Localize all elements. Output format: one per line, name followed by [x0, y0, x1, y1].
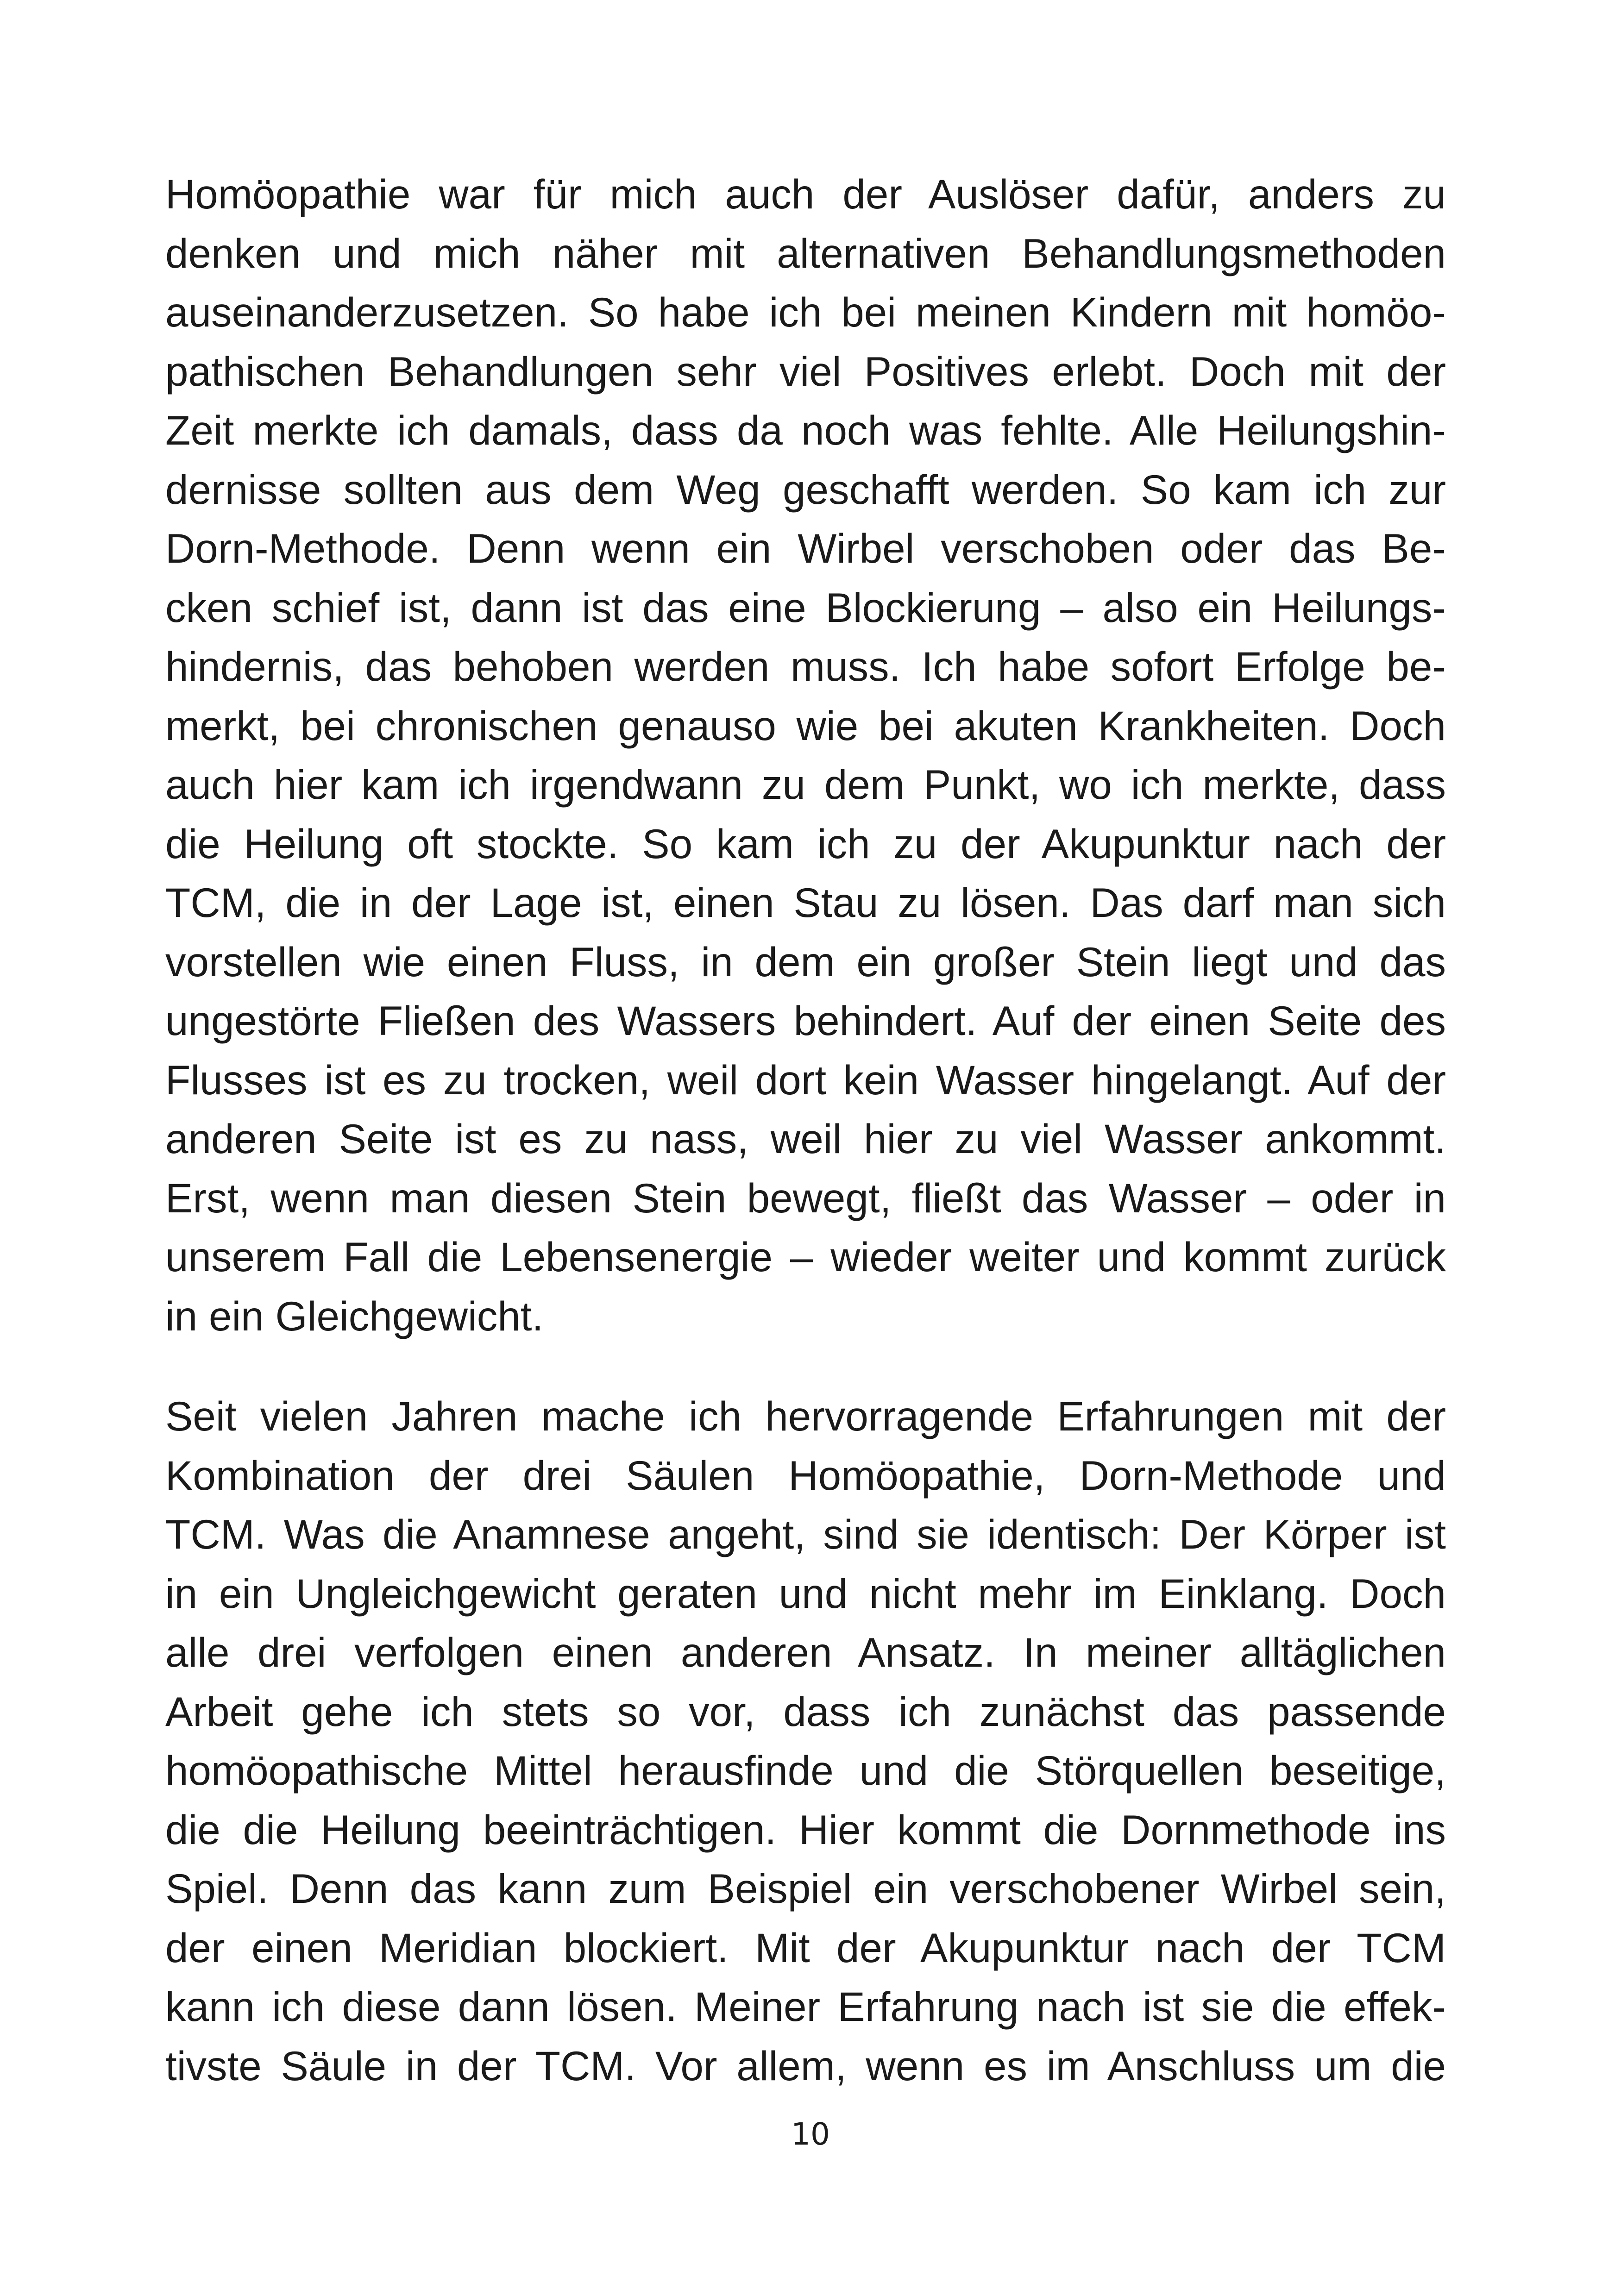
paragraph-line: kann ich diese dann lösen. Meiner Erfahrung nach ist sie die effek-	[165, 1983, 1446, 2030]
paragraph-line: dernisse sollten aus dem Weg geschafft werden. So kam ich zur	[165, 466, 1446, 513]
paragraph-line: auch hier kam ich irgendwann zu dem Punkt, wo ich merkte, dass	[165, 761, 1446, 808]
paragraph-line: in ein Ungleichgewicht geraten und nicht mehr im Einklang. Doch	[165, 1570, 1446, 1617]
paragraph-line: Arbeit gehe ich stets so vor, dass ich zunächst das passende	[165, 1688, 1446, 1735]
paragraph-line: Seit vielen Jahren mache ich hervorragende Erfahrungen mit der	[165, 1393, 1446, 1439]
page-number: 10	[791, 2116, 830, 2152]
paragraph-1	[165, 165, 1446, 1346]
paragraph-line: auseinanderzusetzen. So habe ich bei meinen Kindern mit homöo-	[165, 289, 1446, 335]
paragraph-line: vorstellen wie einen Fluss, in dem ein großer Stein liegt und das	[165, 938, 1446, 985]
paragraph-line: in ein Gleichgewicht.	[165, 1292, 544, 1339]
paragraph-line: Spiel. Denn das kann zum Beispiel ein verschobener Wirbel sein,	[165, 1865, 1446, 1912]
paragraph-line: Zeit merkte ich damals, dass da noch was fehlte. Alle Heilungshin-	[165, 407, 1446, 453]
paragraph-line: der einen Meridian blockiert. Mit der Akupunktur nach der TCM	[165, 1924, 1446, 1971]
paragraph-line: die Heilung oft stockte. So kam ich zu der Akupunktur nach der	[165, 820, 1446, 867]
paragraph-line: Flusses ist es zu trocken, weil dort kein Wasser hingelangt. Auf der	[165, 1056, 1446, 1103]
paragraph-line: alle drei verfolgen einen anderen Ansatz. In meiner alltäglichen	[165, 1629, 1446, 1675]
paragraph-line: hindernis, das behoben werden muss. Ich habe sofort Erfolge be-	[165, 643, 1446, 690]
paragraph-line: die die Heilung beeinträchtigen. Hier kommt die Dornmethode ins	[165, 1806, 1446, 1853]
paragraph-line: ungestörte Fließen des Wassers behindert. Auf der einen Seite des	[165, 997, 1446, 1044]
paragraph-2	[165, 1387, 1446, 2095]
paragraph-line: TCM, die in der Lage ist, einen Stau zu lösen. Das darf man sich	[165, 879, 1446, 926]
paragraph-line: Homöopathie war für mich auch der Auslöser dafür, anders zu	[165, 171, 1446, 217]
paragraph-line: Kombination der drei Säulen Homöopathie, Dorn-Methode und	[165, 1452, 1446, 1499]
paragraph-line: Erst, wenn man diesen Stein bewegt, fließt das Wasser – oder in	[165, 1174, 1446, 1221]
paragraph-line: pathischen Behandlungen sehr viel Positives erlebt. Doch mit der	[165, 348, 1446, 395]
paragraph-line: homöopathische Mittel herausfinde und die Störquellen beseitige,	[165, 1747, 1446, 1794]
paragraph-line: Dorn-Methode. Denn wenn ein Wirbel verschoben oder das Be-	[165, 525, 1446, 571]
paragraph-line: TCM. Was die Anamnese angeht, sind sie identisch: Der Körper ist	[165, 1511, 1446, 1557]
paragraph-line: tivste Säule in der TCM. Vor allem, wenn es im Anschluss um die	[165, 2042, 1446, 2089]
paragraph-line: denken und mich näher mit alternativen Behandlungsmethoden	[165, 230, 1446, 276]
paragraph-line: merkt, bei chronischen genauso wie bei akuten Krankheiten. Doch	[165, 702, 1446, 749]
paragraph-line: unserem Fall die Lebensenergie – wieder weiter und kommt zurück	[165, 1234, 1446, 1280]
paragraph-line: anderen Seite ist es zu nass, weil hier zu viel Wasser ankommt.	[165, 1116, 1446, 1162]
paragraph-line: cken schief ist, dann ist das eine Blockierung – also ein Heilungs-	[165, 584, 1446, 631]
